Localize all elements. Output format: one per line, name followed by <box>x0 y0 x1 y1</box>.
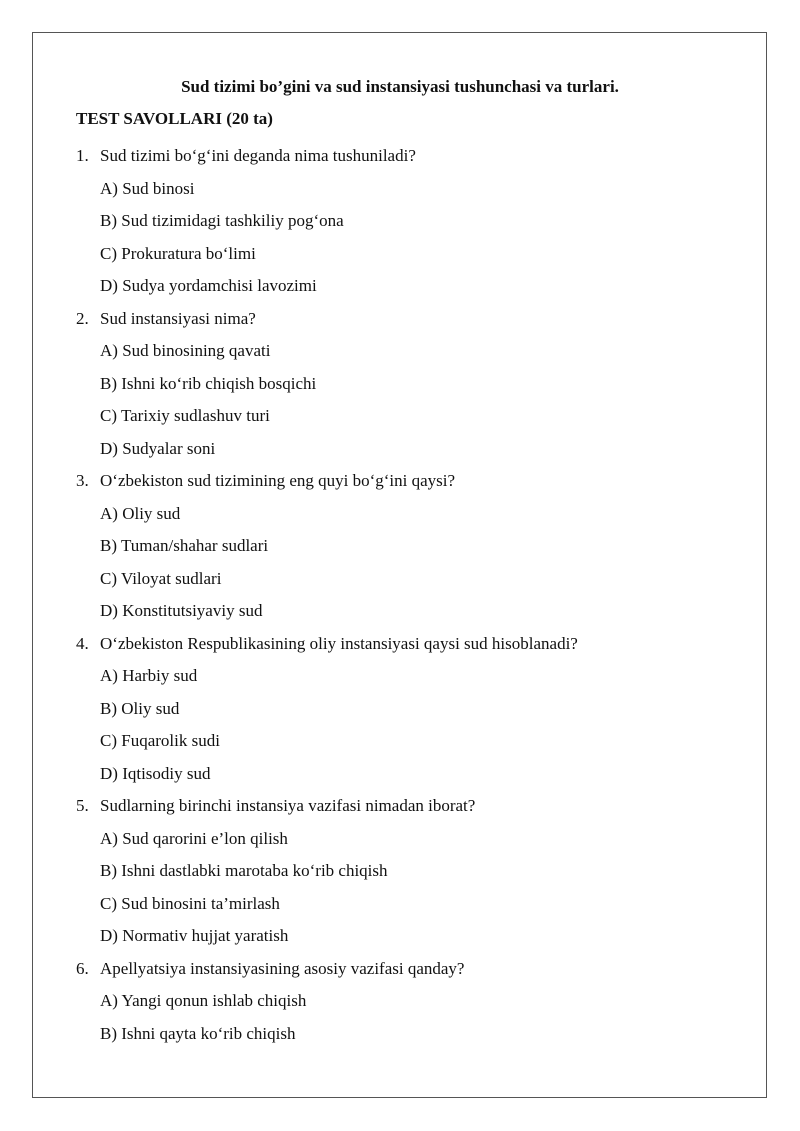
question-line <box>76 790 756 823</box>
answer-option: D) Iqtisodiy sud <box>100 763 211 783</box>
answer-option: D) Konstitutsiyaviy sud <box>100 601 263 620</box>
question-number: 6. <box>76 958 89 978</box>
question-line <box>76 303 756 336</box>
question-6 <box>76 953 756 1051</box>
answer-option: A) Oliy sud <box>100 503 181 523</box>
document-title: Sud tizimi bo’gini va sud instansiyasi tushunchasi va turlari. <box>181 77 619 96</box>
question-3 <box>76 465 756 628</box>
answer-option: A) Sud qarorini e’lon qilish <box>100 828 288 848</box>
answer-option: A) Yangi qonun ishlab chiqish <box>100 991 307 1010</box>
answer-option: D) Sudyalar soni <box>100 438 216 458</box>
answer-option: D) Normativ hujjat yaratish <box>100 926 289 945</box>
question-text: Sudlarning birinchi instansiya vazifasi nimadan iborat? <box>100 796 476 815</box>
answer-option: B) Tuman/shahar sudlari <box>100 536 269 555</box>
answer-option: C) Fuqarolik sudi <box>100 731 220 750</box>
question-line <box>76 140 756 173</box>
question-number: 5. <box>76 796 89 815</box>
question-1 <box>76 140 756 303</box>
answer-option: B) Ishni dastlabki marotaba ko‘rib chiqish <box>100 861 388 880</box>
answer-option: A) Harbiy sud <box>100 666 198 685</box>
question-number: 4. <box>76 633 89 653</box>
question-text: Sud instansiyasi nima? <box>100 308 256 328</box>
answer-option: C) Tarixiy sudlashuv turi <box>100 406 270 425</box>
question-text: Apellyatsiya instansiyasining asosiy vazifasi qanday? <box>100 958 465 978</box>
question-text: O‘zbekiston sud tizimining eng quyi bo‘g‘ini qaysi? <box>100 471 456 490</box>
answer-option: A) Sud binosining qavati <box>100 341 271 360</box>
question-text: Sud tizimi bo‘g‘ini deganda nima tushuniladi? <box>100 146 416 165</box>
answer-option: C) Prokuratura bo‘limi <box>100 243 256 263</box>
question-number: 2. <box>76 308 89 328</box>
question-list <box>76 140 756 1050</box>
answer-option: C) Viloyat sudlari <box>100 568 222 588</box>
question-5 <box>76 790 756 953</box>
answer-option: B) Ishni ko‘rib chiqish bosqichi <box>100 373 317 393</box>
question-number: 1. <box>76 146 89 165</box>
answer-option: B) Oliy sud <box>100 698 180 718</box>
answer-option: D) Sudya yordamchisi lavozimi <box>100 276 317 295</box>
answer-option: B) Sud tizimidagi tashkiliy pog‘ona <box>100 211 344 230</box>
question-4 <box>76 628 756 791</box>
question-2 <box>76 303 756 466</box>
question-line <box>76 953 756 986</box>
question-number: 3. <box>76 471 89 490</box>
question-line <box>76 465 756 498</box>
answer-option: A) Sud binosi <box>100 178 195 198</box>
answer-option: C) Sud binosini ta’mirlash <box>100 893 280 913</box>
question-text: O‘zbekiston Respublikasining oliy instansiyasi qaysi sud hisoblanadi? <box>100 633 578 653</box>
question-line <box>76 628 756 661</box>
section-heading: TEST SAVOLLARI (20 ta) <box>76 109 273 128</box>
answer-option: B) Ishni qayta ko‘rib chiqish <box>100 1023 296 1043</box>
